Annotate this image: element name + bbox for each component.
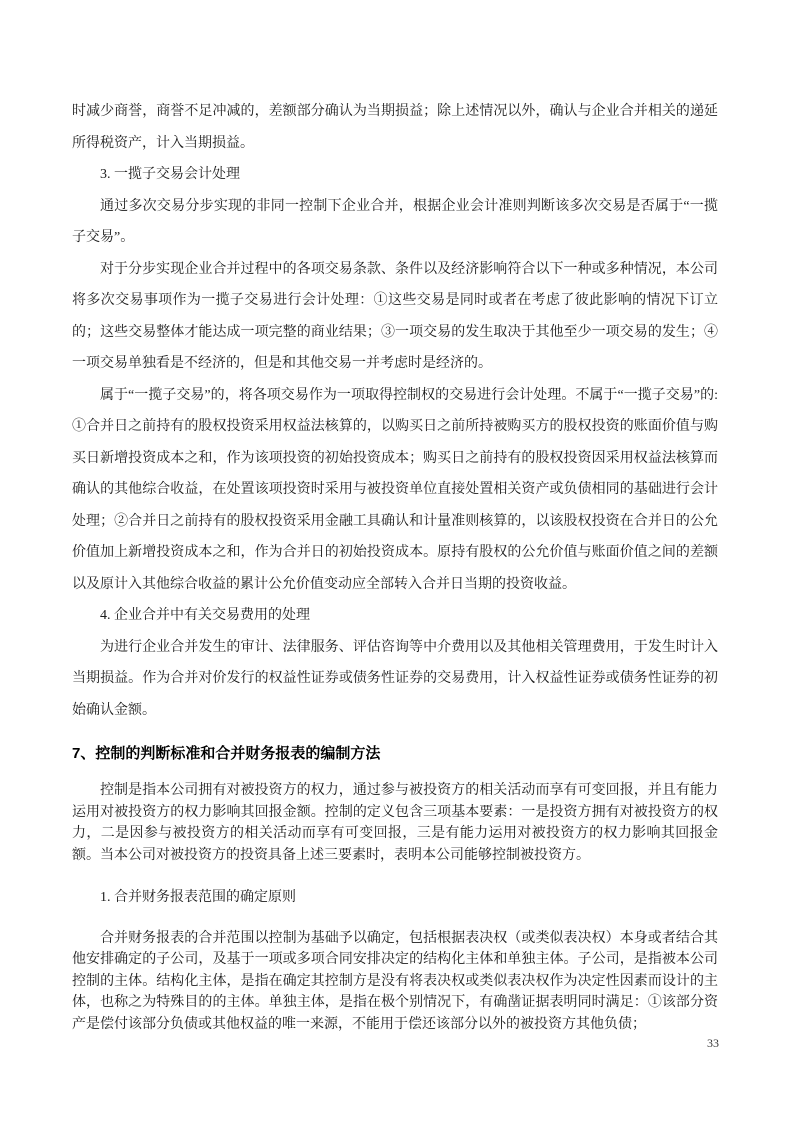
- item-4-paragraph-1: 为进行企业合并发生的审计、法律服务、评估咨询等中介费用以及其他相关管理费用，于发生时计入当期损益。作为合并对价发行的权益性证券或债务性证券的交易费用，计入权益性证券或债务性证券的初始确认金额。: [72, 639, 718, 718]
- section-7-heading: 7、控制的判断标准和合并财务报表的编制方法: [72, 745, 381, 762]
- page-number: 33: [707, 1036, 719, 1050]
- item-3-paragraph-1: 通过多次交易分步实现的非同一控制下企业合并，根据企业会计准则判断该多次交易是否属于“一揽子交易”。: [72, 198, 718, 245]
- page-content: [72, 96, 718, 1035]
- item-1-heading: 1. 合并财务报表范围的确定原则: [100, 890, 296, 905]
- item-3-paragraph-2: 对于分步实现企业合并过程中的各项交易条款、条件以及经济影响符合以下一种或多种情况，本公司将多次交易事项作为一揽子交易进行会计处理：①这些交易是同时或者在考虑了彼此影响的情况下订立的；这些交易整体才能达成一项完整的商业结果；③一项交易的发生取决于其他至少一项交易的发生；④一项交易单独看是不经济的，但是和其他交易一并考虑时是经济的。: [72, 261, 718, 371]
- item-4-heading: 4. 企业合并中有关交易费用的处理: [100, 608, 310, 623]
- section-7-paragraph-1: 控制是指本公司拥有对被投资方的权力，通过参与被投资方的相关活动而享有可变回报，并且有能力运用对被投资方的权力影响其回报金额。控制的定义包含三项基本要素：一是投资方拥有对被投资方的权力，二是因参与被投资方的相关活动而享有可变回报，三是有能力运用对被投资方的权力影响其回报金额。当本公司对被投资方的投资具备上述三要素时，表明本公司能够控制被投资方。: [72, 783, 718, 863]
- item-3-paragraph-3: 属于“一揽子交易”的，将各项交易作为一项取得控制权的交易进行会计处理。不属于“一揽子交易”的:①合并日之前持有的股权投资采用权益法核算的，以购买日之前所持被购买方的股权投资的账面价值与购买日新增投资成本之和，作为该项投资的初始投资成本；购买日之前持有的股权投资因采用权益法核算而确认的其他综合收益，在处置该项投资时采用与被投资单位直接处置相关资产或负债相同的基础进行会计处理；②合并日之前持有的股权投资采用金融工具确认和计量准则核算的，以该股权投资在合并日的公允价值加上新增投资成本之和，作为合并日的初始投资成本。原持有股权的公允价值与账面价值之间的差额以及原计入其他综合收益的累计公允价值变动应全部转入合并日当期的投资收益。: [72, 387, 718, 592]
- item-3-heading: 3. 一揽子交易会计处理: [100, 167, 240, 182]
- item-1-paragraph-1: 合并财务报表的合并范围以控制为基础予以确定，包括根据表决权（或类似表决权）本身或者结合其他安排确定的子公司，及基于一项或多项合同安排决定的结构化主体和单独主体。子公司，是指被本公司控制的主体。结构化主体，是指在确定其控制方是没有将表决权或类似表决权作为决定性因素而设计的主体，也称之为特殊目的的主体。单独主体，是指在极个别情况下，有确凿证据表明同时满足：①该部分资产是偿付该部分负债或其他权益的唯一来源，不能用于偿还该部分以外的被投资方其他负债；: [72, 930, 718, 1032]
- goodwill-continuation-paragraph: 时减少商誉，商誉不足冲减的，差额部分确认为当期损益；除上述情况以外，确认与企业合并相关的递延所得税资产，计入当期损益。: [72, 104, 718, 151]
